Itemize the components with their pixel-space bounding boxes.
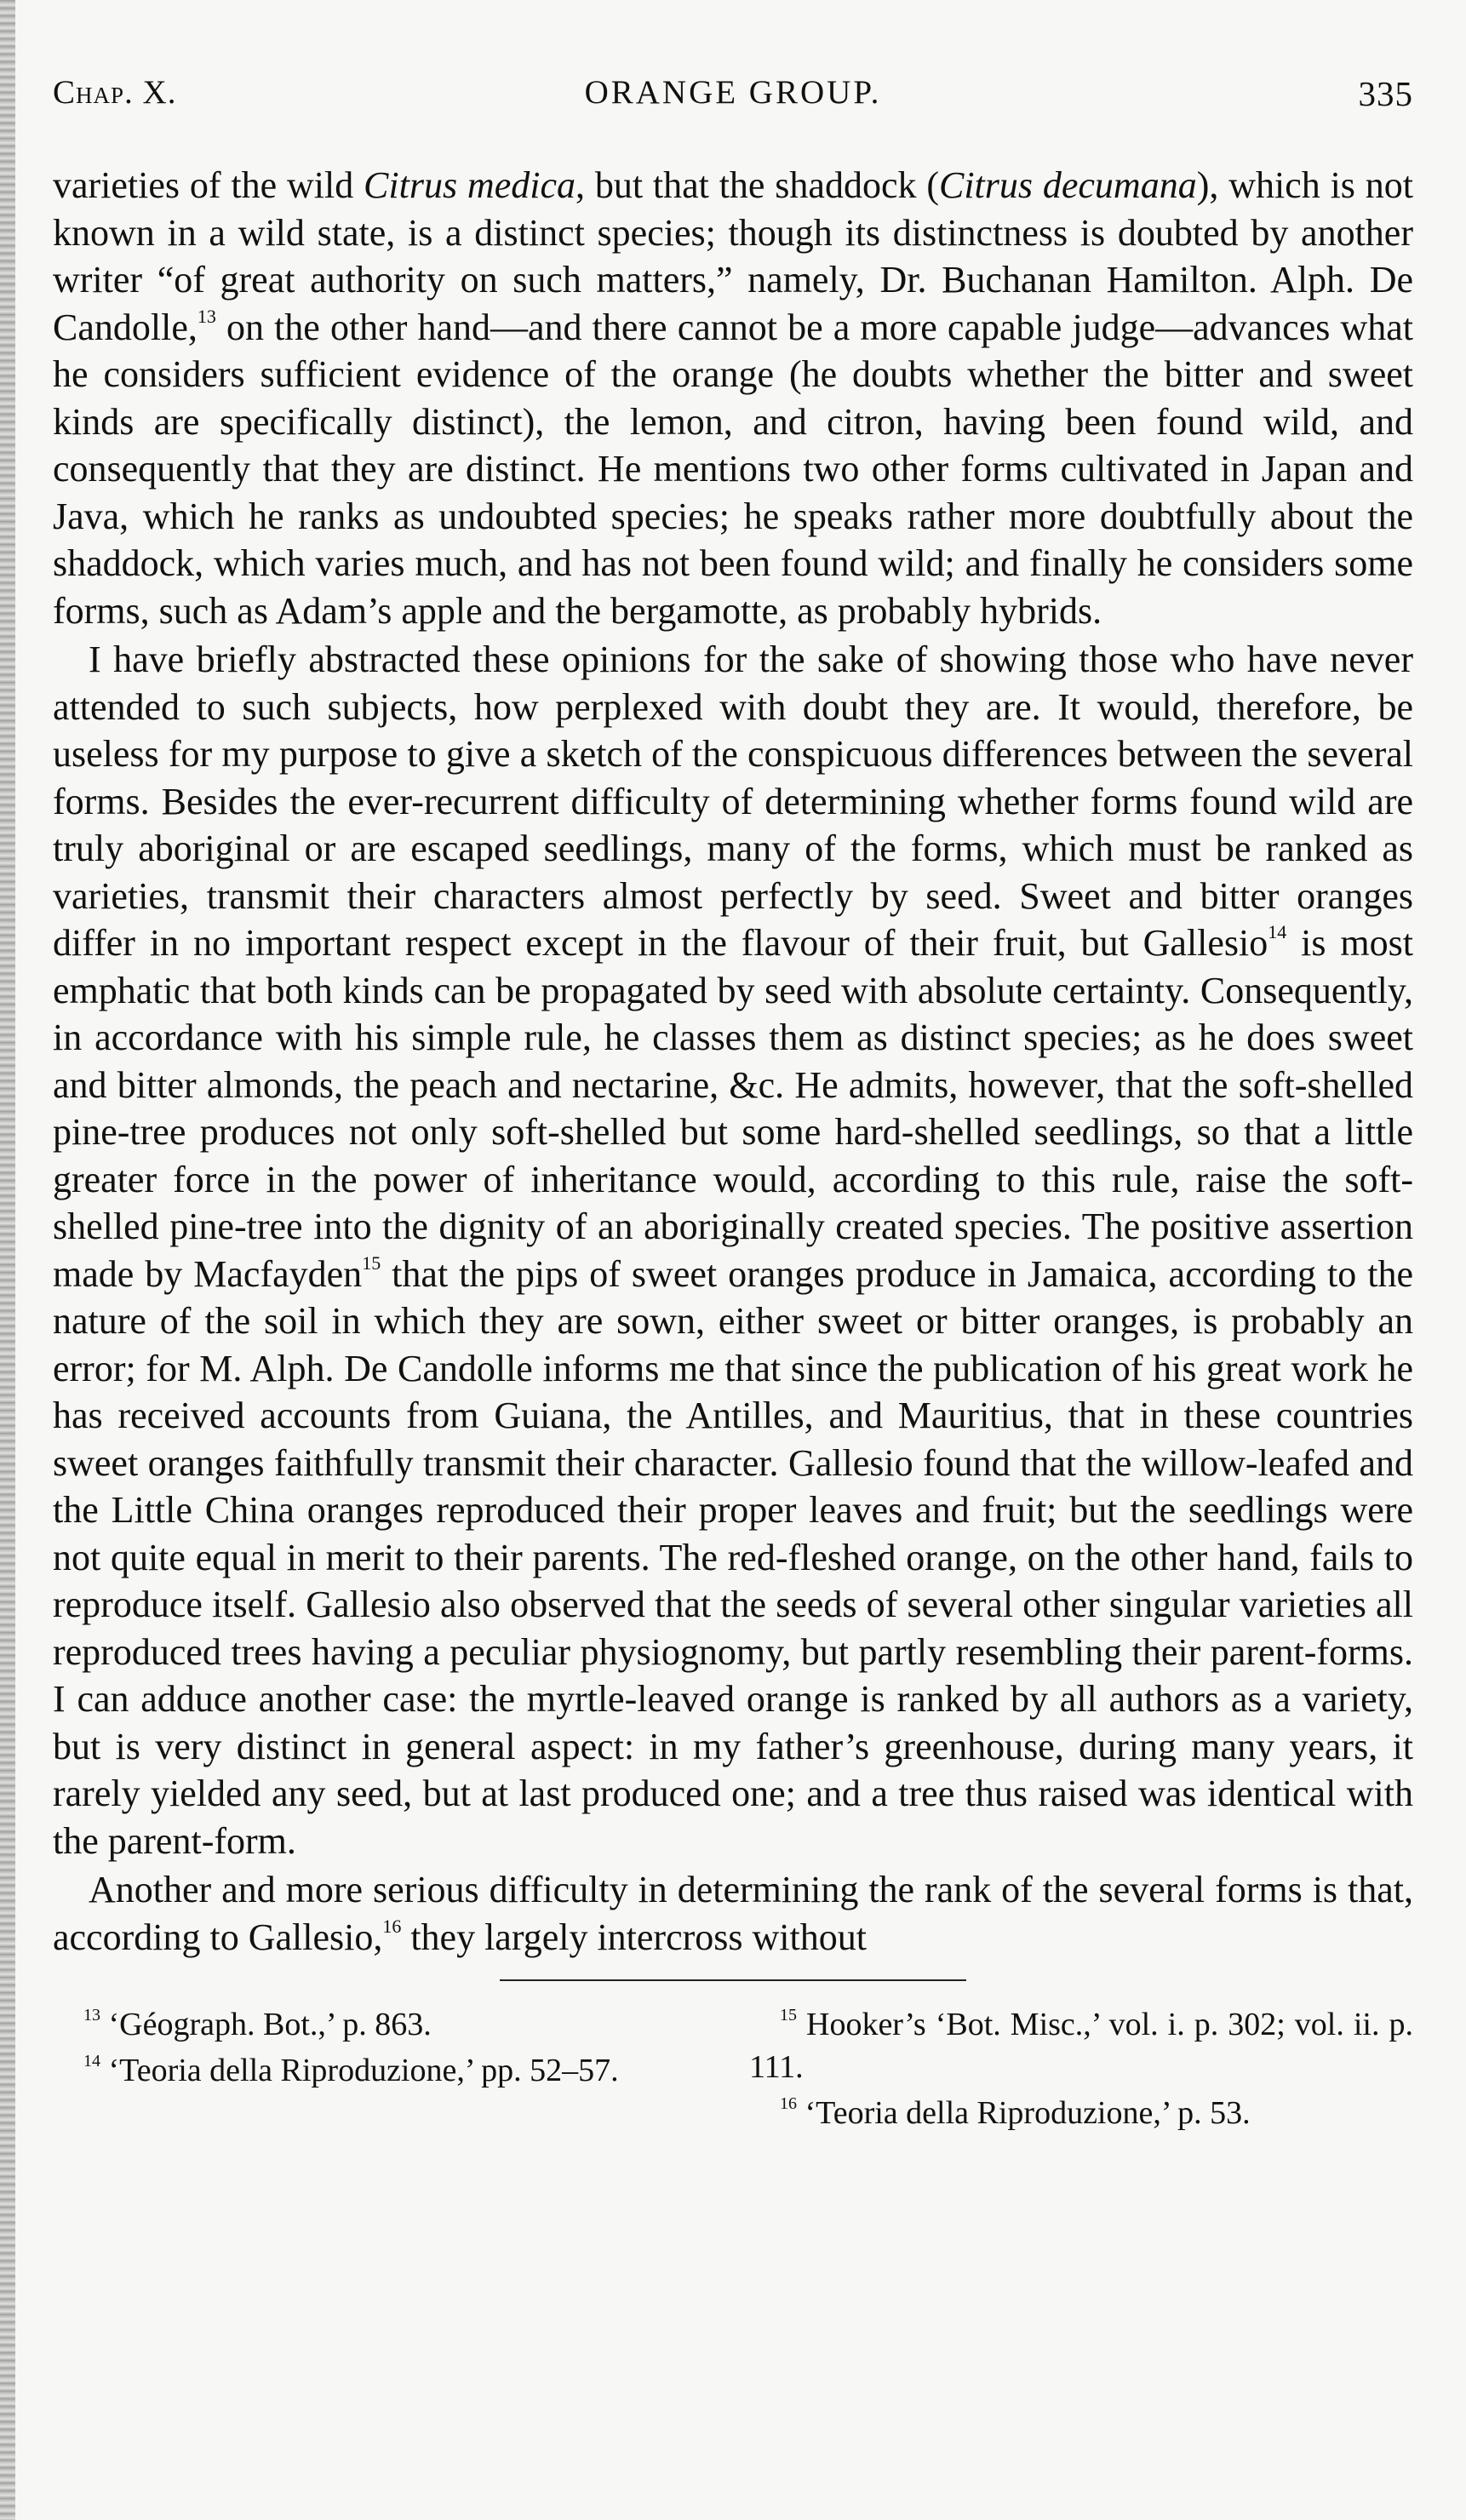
footnotes-right-column bbox=[749, 2003, 1413, 2134]
footnote-14 bbox=[53, 2049, 717, 2092]
paragraph-2 bbox=[53, 636, 1413, 1864]
p1-text-2: , but that the shaddock ( bbox=[575, 164, 939, 206]
footnote-rule bbox=[500, 1979, 966, 1981]
p3-text-1: Another and more serious difficulty in determining the rank of the several forms is that, according to Gallesio, bbox=[53, 1869, 1413, 1958]
p2-text-2: is most emphatic that both kinds can be propagated by seed with absolute certainty. Consequently, in accordance with his simple rule, he classes them as distinct species; as he does sweet and bitter almonds, the peach and nectarine, &c. He admits, however, that the soft-shelled pine-tree produces not only soft-shelled but some hard-shelled seedlings, so that a little greater force in the power of inheritance would, according to this rule, raise the soft-shelled pine-tree into the dignity of an aboriginally created species. The positive assertion made by Macfayden bbox=[53, 922, 1413, 1295]
footnote-text: ‘Teoria della Riproduzione,’ pp. 52–57. bbox=[100, 2053, 619, 2088]
footnote-number: 13 bbox=[83, 2006, 100, 2025]
body-text bbox=[53, 162, 1413, 1961]
p1-text-4: on the other hand—and there cannot be a more capable judge—advances what he considers sufficient evidence of the orange (he doubts whether the bitter and sweet kinds are specifically distinct), the lemon, and citron, having been found wild, and consequently that they are distinct. He mentions two other forms cultivated in Japan and Java, which he ranks as undoubted species; he speaks rather more doubtfully about the shaddock, which varies much, and has not been found wild; and finally he considers some forms, such as Adam’s apple and the bergamotte, as probably hybrids. bbox=[53, 306, 1413, 632]
page-header bbox=[53, 73, 1413, 124]
footnote-text: Hooker’s ‘Bot. Misc.,’ vol. i. p. 302; vol. ii. p. 111. bbox=[749, 2007, 1413, 2085]
chapter-label: Chap. X. bbox=[53, 74, 177, 111]
p1-italic-citrus-medica: Citrus medica bbox=[364, 164, 576, 206]
footnotes bbox=[53, 2003, 1413, 2134]
footnotes-left-column bbox=[53, 2003, 717, 2134]
footnote-ref-15: 15 bbox=[362, 1251, 381, 1274]
footnote-number: 15 bbox=[780, 2006, 797, 2025]
paragraph-3 bbox=[53, 1866, 1413, 1961]
p1-italic-citrus-decumana: Citrus decumana bbox=[938, 164, 1197, 206]
footnote-ref-13: 13 bbox=[197, 305, 216, 327]
footnote-number: 14 bbox=[83, 2052, 100, 2070]
footnote-16 bbox=[749, 2092, 1413, 2134]
running-title: ORANGE GROUP. bbox=[584, 74, 882, 111]
footnote-text: ‘Teoria della Riproduzione,’ p. 53. bbox=[797, 2095, 1251, 2131]
footnote-ref-14: 14 bbox=[1268, 921, 1287, 942]
footnote-13 bbox=[53, 2003, 717, 2046]
footnote-ref-16: 16 bbox=[382, 1915, 402, 1937]
page-binding-edge bbox=[0, 0, 15, 2520]
page-number: 335 bbox=[1358, 74, 1413, 113]
p2-text-3: that the pips of sweet oranges produce in Jamaica, according to the nature of the soil in which they are sown, either sweet or bitter oranges, is probably an error; for M. Alph. De Candolle informs me that since the publication of his great work he has received accounts from Guiana, the Antilles, and Mauritius, that in these countries sweet oranges faithfully transmit their character. Gallesio found that the willow-leafed and the Little China oranges reproduced their proper leaves and fruit; but the seedlings were not quite equal in merit to their parents. The red-fleshed orange, on the other hand, fails to reproduce itself. Gallesio also observed that the seeds of several other singular varieties all reproduced trees having a peculiar physiognomy, but partly resembling their parent-forms. I can adduce another case: the myrtle-leaved orange is ranked by all authors as a variety, but is very distinct in general aspect: in my father’s greenhouse, during many years, it rarely yielded any seed, but at last produced one; and a tree thus raised was identical with the parent-form. bbox=[53, 1252, 1413, 1862]
p2-text-1: I have briefly abstracted these opinions for the sake of showing those who have never attended to such subjects, how perplexed with doubt they are. It would, therefore, be useless for my purpose to give a sketch of the conspicuous differences between the several forms. Besides the ever-recurrent difficulty of determining whether forms found wild are truly aboriginal or are escaped seedlings, many of the forms, which must be ranked as varieties, transmit their characters almost perfectly by seed. Sweet and bitter oranges differ in no important respect except in the flavour of their fruit, but Gallesio bbox=[53, 639, 1413, 964]
footnote-number: 16 bbox=[780, 2094, 797, 2113]
p3-text-2: they largely intercross without bbox=[401, 1916, 867, 1958]
p1-text-1: varieties of the wild bbox=[53, 164, 364, 206]
book-page bbox=[53, 73, 1413, 2134]
p1-text-3: ), which is not known in a wild state, is a distinct species; though its distinctness is doubted by another writer “of great authority on such matters,” namely, Dr. Buchanan Hamilton. Alph. De Candolle, bbox=[53, 164, 1413, 348]
paragraph-1 bbox=[53, 162, 1413, 634]
footnote-text: ‘Géograph. Bot.,’ p. 863. bbox=[100, 2007, 432, 2042]
footnote-15 bbox=[749, 2003, 1413, 2088]
